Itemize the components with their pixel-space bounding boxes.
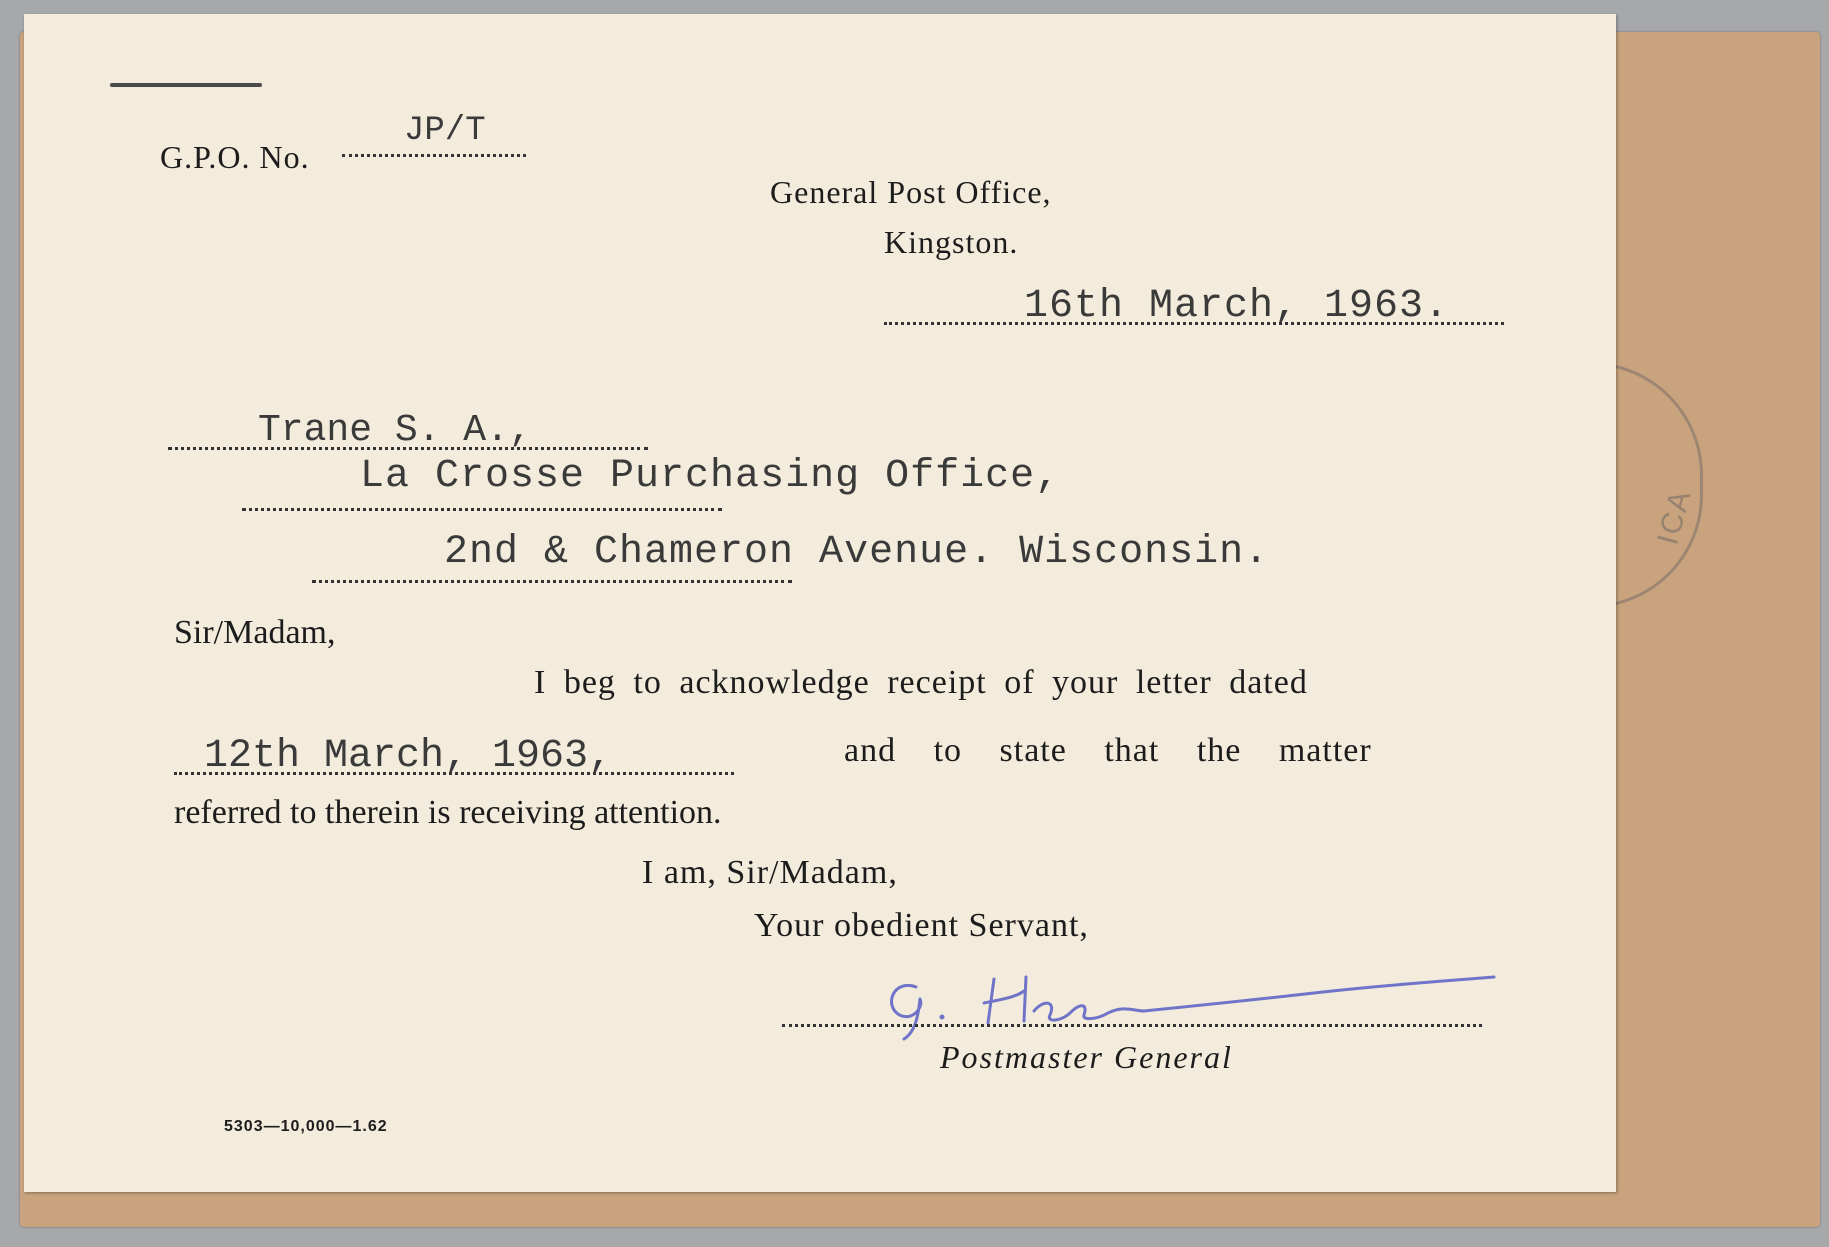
handwritten-signature	[884, 959, 1504, 1049]
signature-dotted-line	[782, 1024, 1482, 1027]
form-code: 5303—10,000—1.62	[224, 1118, 388, 1135]
recipient-name: Trane S. A.,	[258, 409, 532, 452]
gpo-number-dotted-line	[342, 154, 526, 157]
postmark-text: ICA	[1651, 485, 1698, 549]
letter-date: 16th March, 1963.	[1024, 284, 1450, 329]
closing-line-1: I am, Sir/Madam,	[642, 854, 898, 891]
body-line-3: referred to therein is receiving attention.	[174, 794, 722, 831]
recipient-street: 2nd & Chameron Avenue. Wisconsin.	[444, 530, 1270, 575]
sender-city: Kingston.	[884, 224, 1019, 260]
gpo-number-label: G.P.O. No.	[160, 139, 310, 175]
staple	[110, 83, 262, 87]
recipient-office: La Crosse Purchasing Office,	[360, 454, 1061, 499]
body-line-2: and to state that the matter	[844, 732, 1372, 769]
recipient-dotted-line-2	[242, 508, 722, 511]
signatory-title: Postmaster General	[940, 1039, 1233, 1075]
letter-card	[24, 14, 1616, 1192]
body-line-1: I beg to acknowledge receipt of your letter dated	[534, 664, 1308, 701]
recipient-dotted-line-3	[312, 580, 792, 583]
closing-line-2: Your obedient Servant,	[754, 907, 1089, 944]
sender-office: General Post Office,	[770, 174, 1052, 210]
salutation: Sir/Madam,	[174, 614, 336, 651]
gpo-reference: JP/T	[404, 112, 486, 150]
referenced-date: 12th March, 1963,	[204, 734, 613, 779]
